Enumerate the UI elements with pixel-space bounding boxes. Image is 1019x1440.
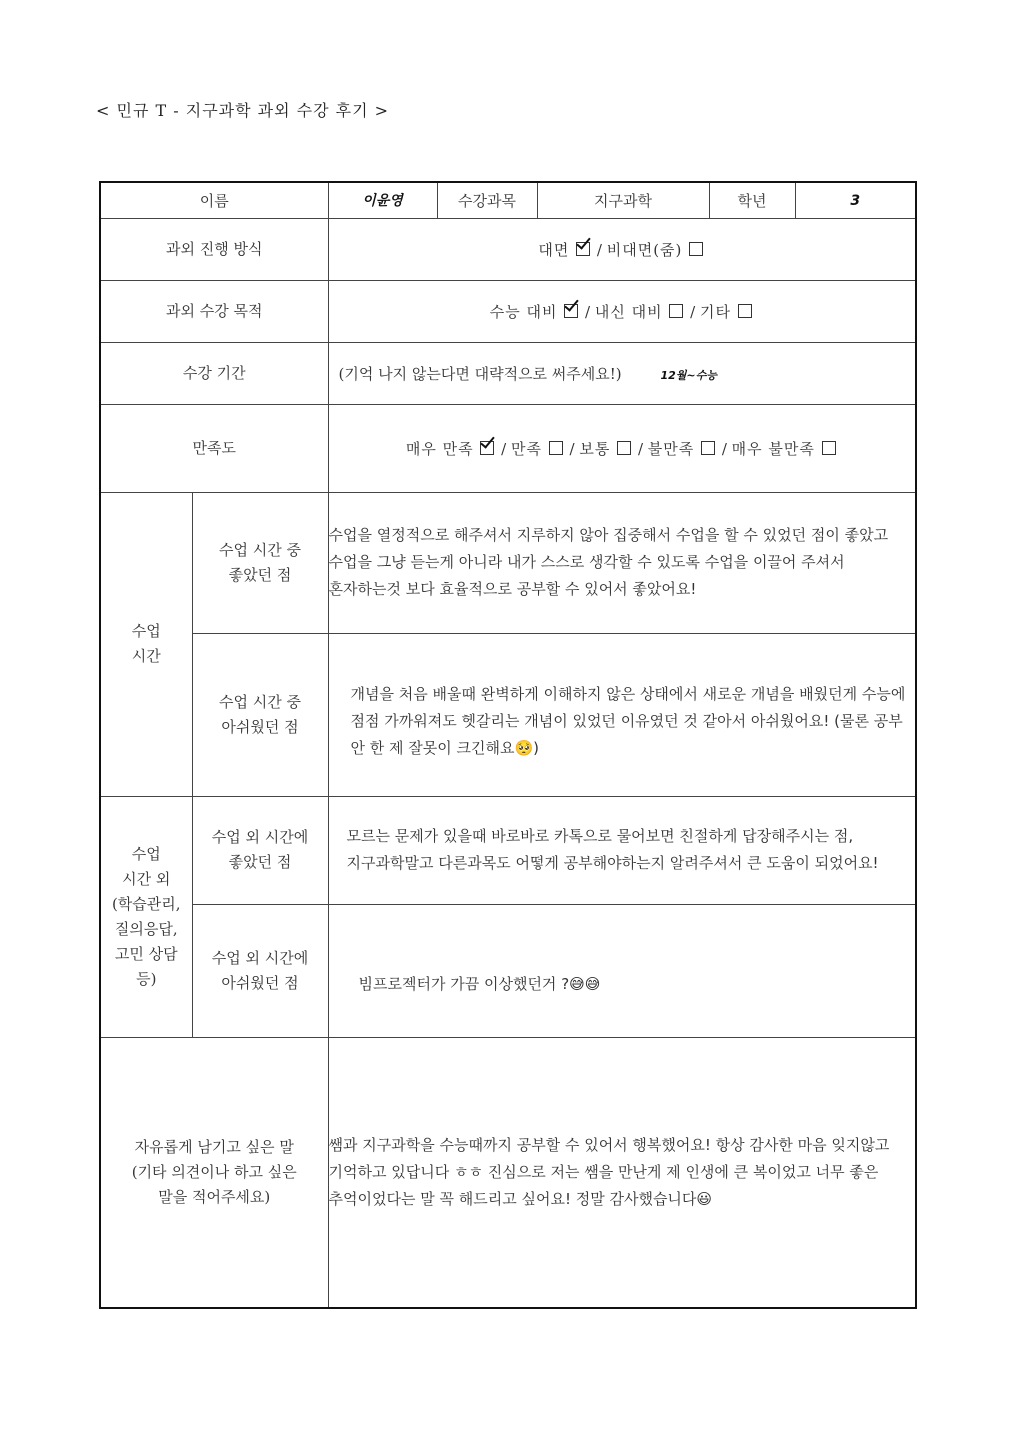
- separator: /: [501, 439, 507, 458]
- mode-option-online: 비대면(줌): [606, 240, 683, 259]
- separator: /: [585, 302, 591, 321]
- purpose-options: [328, 280, 916, 342]
- separator: /: [690, 302, 696, 321]
- outside-time-label-line: 질의응답,: [114, 919, 178, 938]
- class-bad-response: 개념을 처음 배울때 완벽하게 이해하지 않은 상태에서 새로운 개념을 배웠던게 수능에 점점 가까워져도 헷갈리는 개념이 있었던 이유였던 것 같아서 아쉬웠어요! (물론 공부 안 한 제 잘못이 크긴해요🥺): [328, 633, 916, 796]
- free-comment-response: 쌤과 지구과학을 수능때까지 공부할 수 있어서 행복했어요! 항상 감사한 마음 잊지않고 기억하고 있답니다 ㅎㅎ 진심으로 저는 쌤을 만난게 제 인생에 큰 복이었고 너무 좋은 추억이었다는 말 꼭 해드리고 싶어요! 정말 감사했습니다😃: [328, 1037, 916, 1308]
- very-satisfied-checkbox[interactable]: [480, 441, 494, 455]
- purpose-suneung-checkbox[interactable]: [564, 304, 578, 318]
- satisfaction-very-unsatisfied: 매우 불만족: [731, 439, 815, 458]
- outside-good-label-line: 수업 외 시간에: [211, 828, 309, 846]
- class-good-row: [100, 492, 916, 633]
- satisfaction-normal: 보통: [579, 439, 611, 458]
- class-time-group-label: [100, 492, 192, 796]
- free-comment-label-line: 자유롭게 남기고 싶은 말: [134, 1137, 294, 1156]
- separator: /: [721, 439, 727, 458]
- grade-label: 학년: [709, 182, 795, 218]
- mode-option-face: 대면: [538, 240, 570, 259]
- class-good-label-line: 수업 시간 중: [219, 540, 301, 559]
- subject-value: 지구과학: [537, 182, 709, 218]
- class-good-response: 수업을 열정적으로 해주셔서 지루하지 않아 집중해서 수업을 할 수 있었던 점이 좋았고 수업을 그냥 듣는게 아니라 내가 스스로 생각할 수 있도록 수업을 이끌어 주셔서 혼자하는것 보다 효율적으로 공부할 수 있어서 좋았어요!: [328, 492, 916, 633]
- mode-label: 과외 진행 방식: [100, 218, 328, 280]
- purpose-row: [100, 280, 916, 342]
- satisfied-checkbox[interactable]: [549, 441, 563, 455]
- outside-bad-row: [100, 904, 916, 1037]
- outside-bad-label-line: 아쉬웠던 점: [221, 973, 299, 992]
- review-form-table: [99, 181, 917, 1309]
- grade-value-text: 3: [850, 193, 861, 210]
- period-value: 12월~수능: [660, 368, 717, 382]
- outside-time-label-line: 등): [136, 969, 157, 988]
- free-comment-row: [100, 1037, 916, 1308]
- period-cell: [328, 342, 916, 404]
- subject-label: 수강과목: [437, 182, 537, 218]
- normal-checkbox[interactable]: [617, 441, 631, 455]
- satisfaction-options: [328, 404, 916, 492]
- free-comment-label-line: (기타 의견이나 하고 싶은: [131, 1162, 297, 1181]
- outside-time-label-line: 수업: [131, 844, 161, 863]
- outside-time-label-line: (학습관리,: [111, 894, 181, 913]
- outside-time-label-line: 고민 상담: [114, 944, 178, 963]
- mode-row: [100, 218, 916, 280]
- outside-good-response: 모르는 문제가 있을때 바로바로 카톡으로 물어보면 친절하게 답장해주시는 점, 지구과학말고 다른과목도 어떻게 공부해야하는지 알려주셔서 큰 도움이 되었어요!: [328, 796, 916, 904]
- free-comment-label: [100, 1037, 328, 1308]
- class-time-label-line: 수업: [131, 622, 161, 640]
- period-hint: (기억 나지 않는다면 대략적으로 써주세요!): [338, 364, 622, 383]
- outside-bad-label-line: 수업 외 시간에: [211, 948, 309, 967]
- page-title: < 민규 T - 지구과학 과외 수강 후기 >: [96, 101, 390, 120]
- purpose-option-etc: 기타: [700, 302, 731, 321]
- outside-bad-label: [192, 904, 328, 1037]
- purpose-etc-checkbox[interactable]: [738, 304, 752, 318]
- header-row: [100, 182, 916, 218]
- class-good-label: [192, 492, 328, 633]
- outside-good-row: [100, 796, 916, 904]
- satisfaction-unsatisfied: 불만족: [647, 439, 695, 458]
- class-bad-label-line: 아쉬웠던 점: [221, 717, 299, 736]
- period-label: 수강 기간: [100, 342, 328, 404]
- class-good-label-line: 좋았던 점: [228, 565, 292, 584]
- purpose-option-suneung: 수능 대비: [489, 302, 558, 321]
- purpose-option-naesin: 내신 대비: [594, 302, 663, 321]
- class-bad-label-line: 수업 시간 중: [219, 692, 301, 711]
- satisfaction-very-satisfied: 매우 만족: [405, 439, 474, 458]
- unsatisfied-checkbox[interactable]: [701, 441, 715, 455]
- separator: /: [569, 439, 575, 458]
- outside-good-label: [192, 796, 328, 904]
- outside-bad-response: 빔프로젝터가 가끔 이상했던거 ?😅😅: [328, 904, 916, 1037]
- name-value-text: 이윤영: [362, 193, 403, 210]
- satisfaction-label: 만족도: [100, 404, 328, 492]
- purpose-label: 과외 수강 목적: [100, 280, 328, 342]
- mode-options: [328, 218, 916, 280]
- mode-face-checkbox[interactable]: [576, 242, 590, 256]
- satisfaction-satisfied: 만족: [511, 439, 542, 458]
- class-bad-label: [192, 633, 328, 796]
- purpose-naesin-checkbox[interactable]: [669, 304, 683, 318]
- very-unsatisfied-checkbox[interactable]: [822, 441, 836, 455]
- mode-online-checkbox[interactable]: [689, 242, 703, 256]
- free-comment-label-line: 말을 적어주세요): [158, 1187, 271, 1206]
- outside-time-group-label: [100, 796, 192, 1037]
- separator: /: [637, 439, 643, 458]
- class-bad-row: [100, 633, 916, 796]
- name-label: 이름: [100, 182, 328, 218]
- outside-good-label-line: 좋았던 점: [228, 853, 292, 871]
- separator: /: [596, 240, 602, 259]
- name-value: [328, 182, 437, 218]
- satisfaction-row: [100, 404, 916, 492]
- period-row: [100, 342, 916, 404]
- class-time-label-line: 시간: [131, 647, 161, 665]
- grade-value: [795, 182, 916, 218]
- outside-time-label-line: 시간 외: [122, 869, 171, 888]
